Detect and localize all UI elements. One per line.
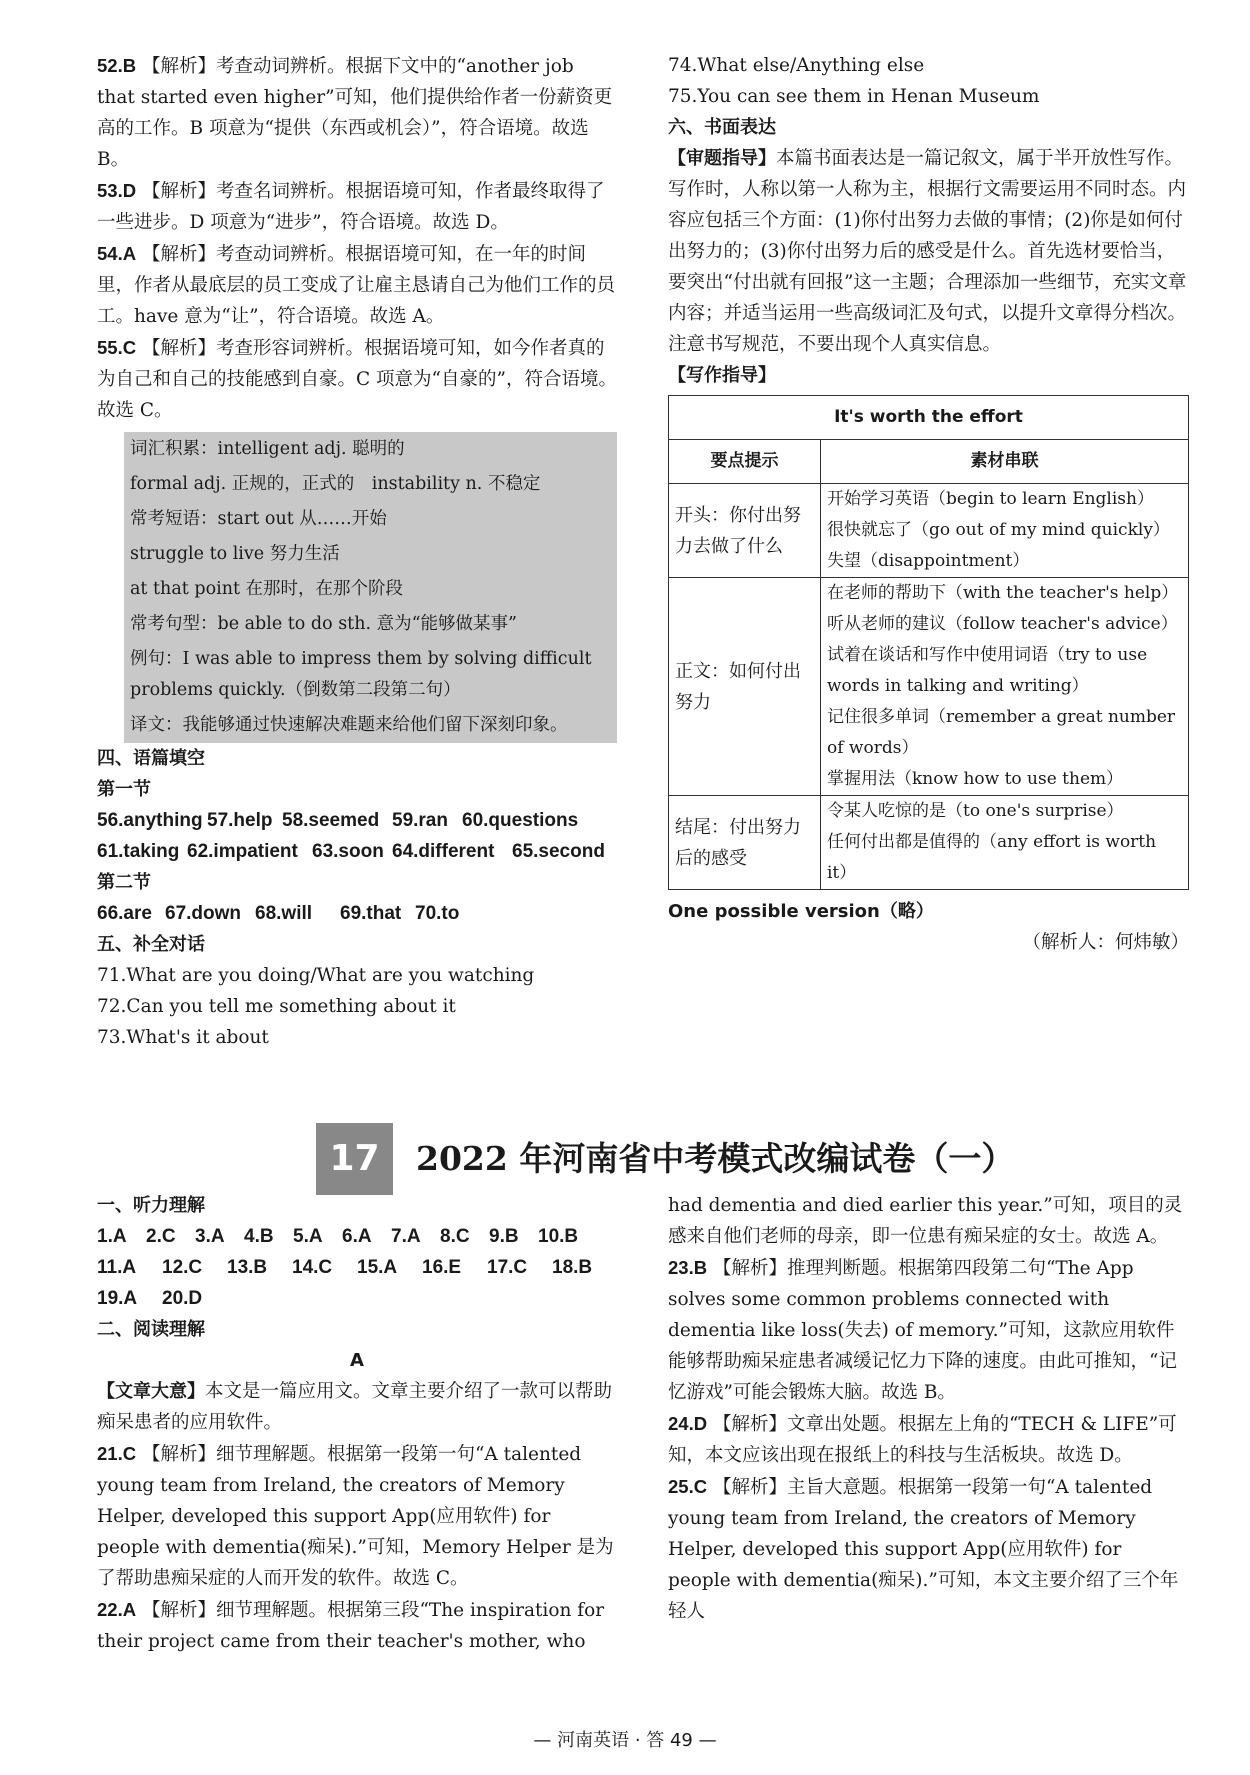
table-line: 很快就忘了（go out of my mind quickly） (827, 520, 1170, 540)
left-column (97, 50, 617, 1053)
answer-item: 62.impatient (187, 841, 298, 862)
table-line: 失望（disappointment） (827, 551, 1030, 571)
answer-item: 15.A (357, 1257, 398, 1278)
passage-gist (97, 1376, 617, 1438)
answer-item: 16.E (422, 1257, 462, 1278)
answer-25: 25.C 【解析】主旨大意题。根据第一段第一句“A talented young team from Ireland, the creators of Memory Helper, developed this support App(应用软件) for people with dementia(痴呆).”可知，本文主要介绍了三个年轻人 (668, 1476, 1179, 1622)
answer-71: 71.What are you doing/What are you watching (97, 965, 535, 986)
answer-item: 18.B (552, 1257, 593, 1278)
answer-item: 1.A (97, 1226, 127, 1247)
table-cell-values (821, 578, 1189, 796)
answer-item: 7.A (391, 1226, 421, 1247)
test-number-badge: 17 (316, 1123, 393, 1195)
section-4-title: 四、语篇填空 (97, 748, 205, 769)
table-row (669, 484, 1189, 578)
listening-answers-row1 (97, 1221, 617, 1252)
guide-paragraph (668, 143, 1189, 360)
section-2-title: 二、阅读理解 (97, 1319, 205, 1340)
answer-item: 63.soon (312, 841, 384, 862)
answer-24: 24.D 【解析】文章出处题。根据左上角的“TECH & LIFE”可知，本文应该出现在报纸上的科技与生活板块。故选 D。 (668, 1413, 1177, 1466)
answer-item: 68.will (255, 903, 313, 924)
vocab-line: formal adj. 正规的，正式的 instability n. 不稳定 (124, 467, 617, 502)
answer-item: 64.different (392, 841, 495, 862)
answer-item: 14.C (292, 1257, 333, 1278)
answer-75: 75.You can see them in Henan Museum (668, 86, 1040, 107)
test-banner (316, 1123, 1015, 1195)
page-footer: — 河南英语 · 答 49 — (533, 1730, 717, 1751)
table-line: 令某人吃惊的是（to one's surprise） (827, 801, 1124, 821)
passage-a-label: A (350, 1350, 364, 1371)
answer-22-continued: had dementia and died earlier this year.”可知，项目的灵感来自他们老师的母亲，即一位患有痴呆症的女士。故选 A。 (668, 1195, 1183, 1247)
answer-55: 55.C 【解析】考查形容词辨析。根据语境可知，如今作者真的为自己和自己的技能感到自豪。C 项意为“自豪的”，符合语境。故选 C。 (97, 337, 617, 421)
answer-73: 73.What's it about (97, 1027, 269, 1048)
phrase-line: at that point 在那时，在那个阶段 (124, 572, 617, 607)
guide-label: 【审题指导】 (668, 148, 776, 169)
answer-item: 65.second (512, 841, 605, 862)
gist-text: 本文是一篇应用文。文章主要介绍了一款可以帮助痴呆患者的应用软件。 (97, 1381, 613, 1433)
answer-52: 52.B 【解析】考查动词辨析。根据下文中的“another job that started even higher”可知，他们提供给作者一份薪资更高的工作。B 项意为“提供（东西或机会）”，符合语境。故选 B。 (97, 55, 613, 170)
answer-item: 4.B (244, 1226, 274, 1247)
possible-version: One possible version（略） (668, 901, 934, 922)
table-cell-values (821, 484, 1189, 578)
table-line: 试着在谈话和写作中使用词语（try to use words in talking and writing） (827, 645, 1148, 696)
vocab-line: 词汇积累：intelligent adj. 聪明的 (124, 432, 617, 467)
answer-74: 74.What else/Anything else (668, 55, 925, 76)
section-4-part2: 第二节 (97, 872, 151, 893)
table-row (669, 578, 1189, 796)
answer-item: 12.C (162, 1257, 203, 1278)
answers-56-60 (97, 805, 617, 836)
table-line: 在老师的帮助下（with the teacher's help） (827, 583, 1179, 603)
answer-54: 54.A 【解析】考查动词辨析。根据语境可知，在一年的时间里，作者从最底层的员工变成了让雇主恳请自己为他们工作的员工。have 意为“让”，符合语境。故选 A。 (97, 243, 616, 327)
left-column-part2 (97, 1190, 617, 1657)
answer-21: 21.C 【解析】细节理解题。根据第一段第一句“A talented young team from Ireland, the creators of Memory Helper, developed this support App(应用软件) for people with dementia(痴呆).”可知，Memory Helper 是为了帮助患痴呆症的人而开发的软件。故选 C。 (97, 1443, 614, 1589)
answer-item: 8.C (440, 1226, 470, 1247)
answer-item: 58.seemed (282, 810, 380, 831)
answer-item: 17.C (487, 1257, 528, 1278)
listening-answers-row3 (97, 1283, 617, 1314)
table-header: 素材串联 (821, 440, 1189, 484)
answer-72: 72.Can you tell me something about it (97, 996, 456, 1017)
answers-66-70 (97, 898, 617, 929)
answer-item: 13.B (227, 1257, 268, 1278)
table-line: 听从老师的建议（follow teacher's advice） (827, 614, 1178, 634)
writing-guide-table (668, 395, 1189, 890)
answer-item: 69.that (340, 903, 402, 924)
answer-22: 22.A 【解析】细节理解题。根据第三段“The inspiration for their project came from their teacher's mother, who (97, 1599, 605, 1652)
table-header: 要点提示 (669, 440, 821, 484)
answer-item: 6.A (342, 1226, 372, 1247)
answer-item: 66.are (97, 903, 152, 924)
answer-item: 19.A (97, 1288, 138, 1309)
right-column-part2 (668, 1190, 1189, 1627)
section-5-title: 五、补全对话 (97, 934, 205, 955)
table-cell-key: 结尾：付出努力后的感受 (669, 796, 821, 890)
answer-item: 70.to (415, 903, 460, 924)
table-row (669, 796, 1189, 890)
guide-text: 本篇书面表达是一篇记叙文，属于半开放性写作。写作时，人称以第一人称为主，根据行文需要运用不同时态。内容应包括三个方面：(1)你付出努力去做的事情；(2)你是如何付出努力的；(3)你付出努力后的感受是什么。首先选材要恰当，要突出“付出就有回报”这一主题；合理添加一些细节，充实文章内容；并适当运用一些高级词汇及句式，以提升文章得分档次。注意书写规范，不要出现个人真实信息。 (668, 148, 1187, 355)
table-cell-values (821, 796, 1189, 890)
phrase-line: 常考短语：start out 从……开始 (124, 502, 617, 537)
table-line: 任何付出都是值得的（any effort is worth it） (827, 832, 1157, 883)
answer-item: 3.A (195, 1226, 225, 1247)
gist-label: 【文章大意】 (97, 1381, 205, 1402)
table-cell-key: 开头：你付出努力去做了什么 (669, 484, 821, 578)
answer-item: 61.taking (97, 841, 180, 862)
example-line: 例句：I was able to impress them by solving difficult problems quickly.（倒数第二段第二句） (124, 642, 617, 708)
table-line: 记住很多单词（remember a great number of words） (827, 707, 1176, 758)
table-title: It's worth the effort (669, 396, 1189, 440)
test-title: 2022 年河南省中考模式改编试卷（一） (416, 1139, 1015, 1178)
section-1-title: 一、听力理解 (97, 1195, 205, 1216)
answer-item: 60.questions (462, 810, 579, 831)
answer-53: 53.D 【解析】考查名词辨析。根据语境可知，作者最终取得了一些进步。D 项意为“进步”，符合语境。故选 D。 (97, 180, 605, 233)
writing-guide-label: 【写作指导】 (668, 365, 776, 386)
answer-23: 23.B 【解析】推理判断题。根据第四段第二句“The App solves some common problems connected with dementia like loss(失去) of memory.”可知，这款应用软件能够帮助痴呆症患者减缓记忆力下降的速度。由此可推知，“记忆游戏”可能会锻炼大脑。故选 B。 (668, 1257, 1177, 1403)
answer-item: 11.A (97, 1257, 137, 1278)
analyst-credit: （解析人：何炜敏） (1022, 932, 1189, 953)
answer-item: 20.D (162, 1288, 203, 1309)
answer-item: 9.B (489, 1226, 519, 1247)
phrase-line: struggle to live 努力生活 (124, 537, 617, 572)
pattern-line: 常考句型：be able to do sth. 意为“能够做某事” (124, 607, 617, 642)
section-4-part1: 第一节 (97, 779, 151, 800)
answer-item: 5.A (293, 1226, 323, 1247)
vocabulary-box (97, 432, 617, 743)
listening-answers-row2 (97, 1252, 617, 1283)
table-line: 掌握用法（know how to use them） (827, 769, 1124, 789)
answer-item: 59.ran (392, 810, 448, 831)
answer-item: 67.down (165, 903, 242, 924)
translation-line: 译文：我能够通过快速解决难题来给他们留下深刻印象。 (124, 708, 617, 743)
answer-item: 56.anything (97, 810, 203, 831)
table-line: 开始学习英语（begin to learn English） (827, 489, 1154, 509)
table-cell-key: 正文：如何付出努力 (669, 578, 821, 796)
answer-item: 57.help (207, 810, 273, 831)
answer-item: 10.B (538, 1226, 579, 1247)
section-6-title: 六、书面表达 (668, 117, 776, 138)
answers-61-65 (97, 836, 617, 867)
right-column (668, 50, 1189, 958)
answer-item: 2.C (146, 1226, 176, 1247)
